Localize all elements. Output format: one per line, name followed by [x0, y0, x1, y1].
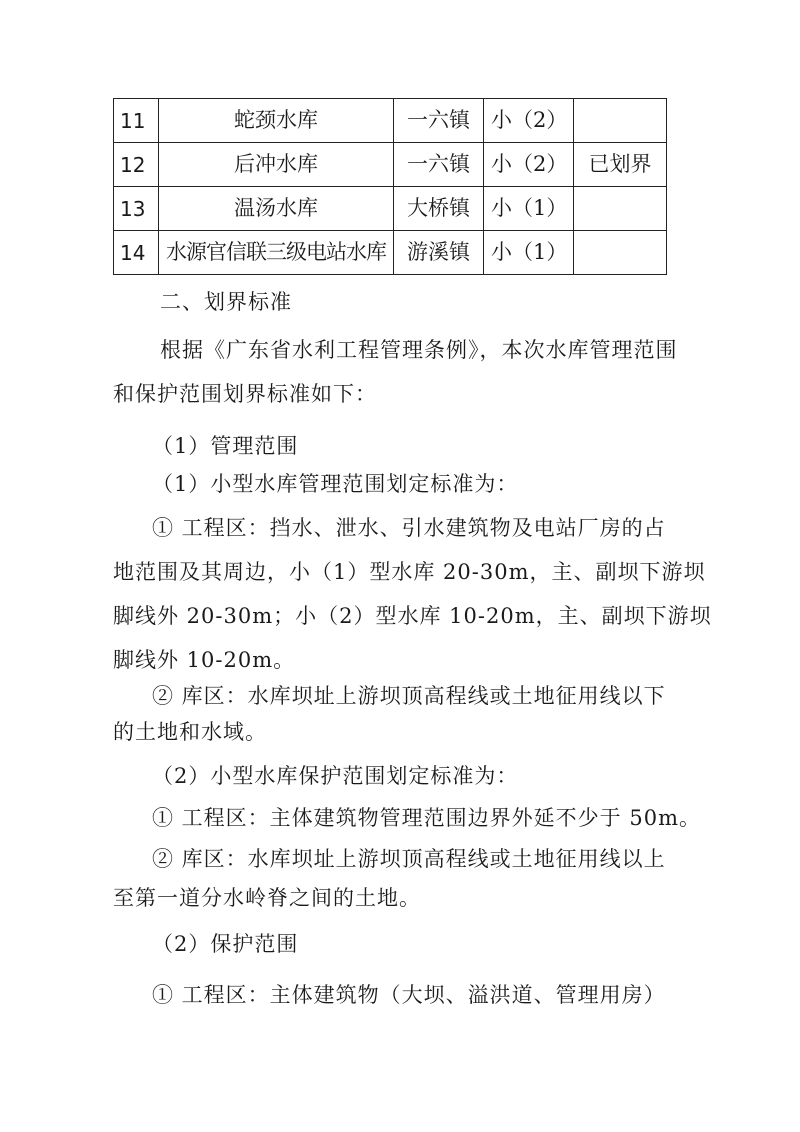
- town-name: 大桥镇: [394, 187, 484, 231]
- paragraph-line: ② 库区：水库坝址上游坝顶高程线或土地征用线以下: [152, 684, 666, 708]
- paragraph-line: ① 工程区：主体建筑物管理范围边界外延不少于 50m。: [152, 806, 701, 830]
- demarcation-status: [574, 99, 667, 143]
- paragraph-line: 脚线外 10-20m。: [113, 648, 296, 672]
- town-name: 一六镇: [394, 143, 484, 187]
- demarcation-status: [574, 231, 667, 275]
- paragraph-line: 根据《广东省水利工程管理条例》，本次水库管理范围: [160, 338, 678, 362]
- reservoir-class: 小（2）: [484, 99, 574, 143]
- paragraph-line: ② 库区：水库坝址上游坝顶高程线或土地征用线以上: [152, 847, 666, 871]
- paragraph-line: ① 工程区：挡水、泄水、引水建筑物及电站厂房的占: [152, 516, 666, 540]
- table-row: [114, 143, 667, 187]
- demarcation-status: 已划界: [574, 143, 667, 187]
- reservoir-name: 蛇颈水库: [159, 99, 394, 143]
- table-row: [114, 231, 667, 275]
- row-number: 11: [114, 99, 159, 143]
- paragraph-line: 脚线外 20-30m；小（2）型水库 10-20m，主、副坝下游坝: [113, 604, 712, 628]
- reservoir-class: 小（2）: [484, 143, 574, 187]
- subsection-heading: （1）管理范围: [152, 434, 299, 458]
- reservoir-name: 温汤水库: [159, 187, 394, 231]
- demarcation-status: [574, 187, 667, 231]
- reservoir-table: [113, 98, 667, 275]
- subsection-heading: （2）保护范围: [152, 932, 299, 956]
- section-heading: 二、划界标准: [160, 290, 292, 314]
- paragraph-line: 至第一道分水岭脊之间的土地。: [113, 886, 421, 910]
- reservoir-name: 后冲水库: [159, 143, 394, 187]
- table-row: [114, 187, 667, 231]
- paragraph-line: 的土地和水域。: [113, 720, 267, 744]
- subsection-heading: （1）小型水库管理范围划定标准为：: [152, 472, 519, 496]
- town-name: 一六镇: [394, 99, 484, 143]
- reservoir-class: 小（1）: [484, 231, 574, 275]
- reservoir-name: 水源官信联三级电站水库: [159, 231, 394, 275]
- paragraph-line: 和保护范围划界标准如下：: [113, 382, 377, 406]
- row-number: 13: [114, 187, 159, 231]
- paragraph-line: ① 工程区：主体建筑物（大坝、溢洪道、管理用房）: [152, 983, 666, 1007]
- paragraph-line: 地范围及其周边，小（1）型水库 20-30m，主、副坝下游坝: [113, 560, 706, 584]
- row-number: 12: [114, 143, 159, 187]
- row-number: 14: [114, 231, 159, 275]
- reservoir-class: 小（1）: [484, 187, 574, 231]
- town-name: 游溪镇: [394, 231, 484, 275]
- subsection-heading: （2）小型水库保护范围划定标准为：: [152, 764, 519, 788]
- table-row: [114, 99, 667, 143]
